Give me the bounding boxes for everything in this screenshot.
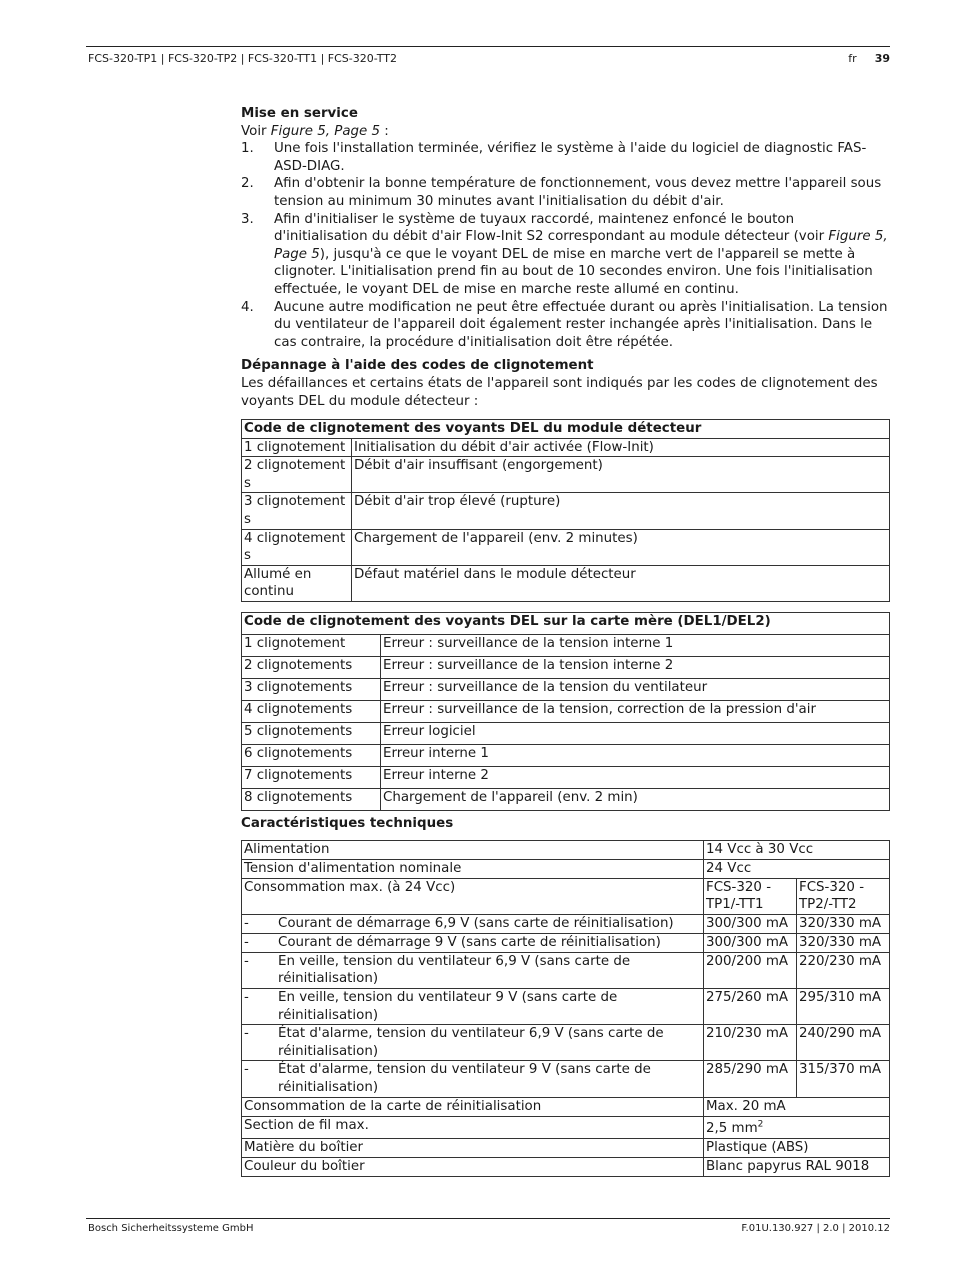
footer-rule (86, 1218, 890, 1219)
table-row: - En veille, tension du ventilateur 9 V (sans carte de réinitialisation) 275/260 mA 295/310 mA (242, 989, 890, 1025)
table-row: 8 clignotements Chargement de l'appareil (env. 2 min) (242, 789, 890, 811)
table-row: - État d'alarme, tension du ventilateur 6,9 V (sans carte de réinitialisation) 210/230 mA 240/290 mA (242, 1025, 890, 1061)
table-row: Consommation de la carte de réinitialisation Max. 20 mA (242, 1097, 890, 1116)
specs-table (241, 840, 890, 1177)
commissioning-title: Mise en service (241, 106, 358, 121)
table-row: Matière du boîtier Plastique (ABS) (242, 1138, 890, 1157)
table-header: Code de clignotement des voyants DEL sur la carte mère (DEL1/DEL2) (242, 613, 890, 635)
table-row: 3 clignotement s Débit d'air trop élevé (rupture) (242, 493, 890, 529)
table-row: - Courant de démarrage 9 V (sans carte de réinitialisation) 300/300 mA 320/330 mA (242, 933, 890, 952)
table-row: 4 clignotement s Chargement de l'appareil (env. 2 minutes) (242, 529, 890, 565)
header-rule (86, 46, 890, 47)
commissioning-intro: Voir Figure 5, Page 5 : (241, 123, 389, 139)
troubleshooting-title: Dépannage à l'aide des codes de clignotement (241, 358, 594, 374)
table-row: - En veille, tension du ventilateur 6,9 V (sans carte de réinitialisation) 200/200 mA 220/230 mA (242, 952, 890, 988)
step-item: 2. Afin d'obtenir la bonne température de fonctionnement, vous devez mettre l'appareil sous tension au minimum 30 minutes avant l'initialisation du débit d'air. (241, 176, 882, 209)
detector-led-table (241, 419, 890, 602)
table-row: Couleur du boîtier Blanc papyrus RAL 9018 (242, 1157, 890, 1176)
step-item: 1. Une fois l'installation terminée, vérifiez le système à l'aide du logiciel de diagnostic FAS-ASD-DIAG. (241, 141, 867, 174)
page-content (241, 105, 890, 1177)
table-row: - Courant de démarrage 6,9 V (sans carte de réinitialisation) 300/300 mA 320/330 mA (242, 914, 890, 933)
table-row: 2 clignotement s Débit d'air insuffisant (engorgement) (242, 457, 890, 493)
table-header: Code de clignotement des voyants DEL du module détecteur (242, 420, 890, 439)
troubleshooting-intro: Les défaillances et certains états de l'appareil sont indiqués par les codes de clignotement des voyants DEL du module détecteur : (241, 375, 878, 409)
table-row: 7 clignotements Erreur interne 2 (242, 767, 890, 789)
header-lang: fr (848, 52, 857, 65)
table-row: Consommation max. (à 24 Vcc) FCS-320 -TP1/-TT1 FCS-320 -TP2/-TT2 (242, 878, 890, 914)
header-product: FCS-320-TP1 | FCS-320-TP2 | FCS-320-TT1 | FCS-320-TT2 (88, 52, 397, 65)
footer-company: Bosch Sicherheitssysteme GmbH (88, 1223, 254, 1234)
commissioning-steps (241, 140, 890, 351)
table-row: 3 clignotements Erreur : surveillance de la tension du ventilateur (242, 679, 890, 701)
table-row: 2 clignotements Erreur : surveillance de la tension interne 2 (242, 657, 890, 679)
header-page-number: 39 (874, 52, 890, 65)
footer-docref: F.01U.130.927 | 2.0 | 2010.12 (741, 1223, 890, 1234)
table-row: 4 clignotements Erreur : surveillance de la tension, correction de la pression d'air (242, 701, 890, 723)
table-row: - État d'alarme, tension du ventilateur 9 V (sans carte de réinitialisation) 285/290 mA 315/370 mA (242, 1061, 890, 1097)
table-row: 1 clignotement Erreur : surveillance de la tension interne 1 (242, 635, 890, 657)
table-row: 6 clignotements Erreur interne 1 (242, 745, 890, 767)
step-item: 3. Afin d'initialiser le système de tuyaux raccordé, maintenez enfoncé le bouton d'initialisation du débit d'air Flow-Init S2 correspondant au module détecteur (voir Figure 5, Page 5), jusqu'à ce que le voyant DEL de mise en marche vert de l'appareil se mette à clignoter. L'initialisation prend fin au bout de 10 secondes environ. Une fois l'initialisation effectuée, le voyant DEL de mise en marche reste allumé en continu. (241, 211, 888, 297)
table-row: 5 clignotements Erreur logiciel (242, 723, 890, 745)
table-row: Tension d'alimentation nominale 24 Vcc (242, 859, 890, 878)
table-row: Section de fil max. 2,5 $mm^2$ (242, 1116, 890, 1138)
step-item: 4. Aucune autre modification ne peut être effectuée durant ou après l'initialisation. La tension du ventilateur de l'appareil doit également rester inchangée après l'initialisation. Dans le cas contraire, la procédure d'initialisation doit être répétée. (241, 299, 888, 350)
table-row: Allumé en continu Défaut matériel dans le module détecteur (242, 565, 890, 601)
specs-title: Caractéristiques techniques (241, 816, 454, 832)
mainboard-led-table (241, 612, 890, 811)
table-row: Alimentation 14 Vcc à 30 Vcc (242, 840, 890, 859)
header-page-info (848, 50, 890, 68)
table-row: 1 clignotement Initialisation du débit d'air activée (Flow-Init) (242, 438, 890, 457)
